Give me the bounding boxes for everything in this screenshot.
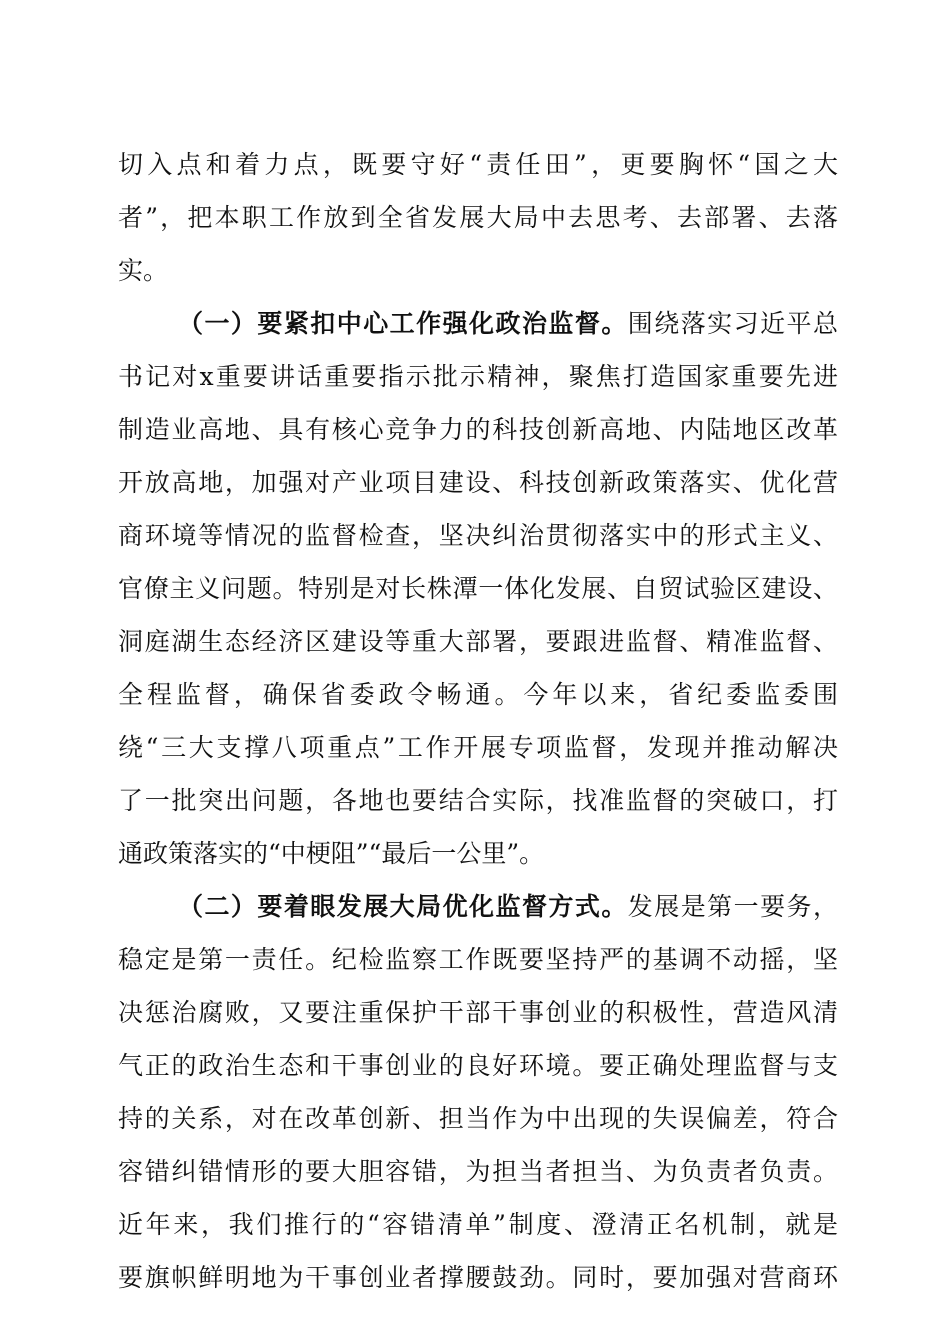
text-line: 了一批突出问题，各地也要结合实际，找准监督的突破口，打	[118, 786, 838, 815]
text-line: 切入点和着力点，既要守好“责任田”，更要胸怀“国之大	[118, 150, 838, 179]
text-line: 制造业高地、具有核心竞争力的科技创新高地、内陆地区改革	[118, 415, 838, 444]
text-line: 者”，把本职工作放到全省发展大局中去思考、去部署、去落	[118, 203, 838, 232]
text-line: 持的关系，对在改革创新、担当作为中出现的失误偏差，符合	[118, 1104, 838, 1133]
text-line: 通政策落实的“中梗阻”“最后一公里”。	[118, 839, 545, 868]
text-run: 发展是第一要务，	[627, 892, 838, 921]
section-heading: （一）要紧扣中心工作强化政治监督。	[178, 309, 628, 338]
text-line: 官僚主义问题。特别是对长株潭一体化发展、自贸试验区建设、	[118, 574, 838, 603]
text-line: 开放高地，加强对产业项目建设、科技创新政策落实、优化营	[118, 468, 838, 497]
text-line: 近年来，我们推行的“容错清单”制度、澄清正名机制，就是	[118, 1210, 838, 1239]
text-line: 要旗帜鲜明地为干事创业者撑腰鼓劲。同时，要加强对营商环	[118, 1263, 838, 1292]
text-line: 商环境等情况的监督检查，坚决纠治贯彻落实中的形式主义、	[118, 521, 838, 550]
text-line: 洞庭湖生态经济区建设等重大部署，要跟进监督、精准监督、	[118, 627, 838, 656]
text-line: 全程监督，确保省委政令畅通。今年以来，省纪委监委围	[118, 680, 838, 709]
section-heading: （二）要着眼发展大局优化监督方式。	[178, 892, 628, 921]
text-line: 决惩治腐败，又要注重保护干部干事创业的积极性，营造风清	[118, 998, 838, 1027]
document-body	[118, 138, 838, 1304]
text-line: 书记对x重要讲话重要指示批示精神，聚焦打造国家重要先进	[118, 362, 838, 391]
text-line: 实。	[118, 256, 169, 285]
text-run: 围绕落实习近平总	[627, 309, 838, 338]
text-line: 绕“三大支撑八项重点”工作开展专项监督，发现并推动解决	[118, 733, 838, 762]
section-first-line	[118, 880, 838, 933]
text-line: 容错纠错情形的要大胆容错，为担当者担当、为负责者负责。	[118, 1157, 838, 1186]
paragraph-section-two	[118, 880, 838, 1304]
text-line: 稳定是第一责任。纪检监察工作既要坚持严的基调不动摇，坚	[118, 945, 838, 974]
text-line: 气正的政治生态和干事创业的良好环境。要正确处理监督与支	[118, 1051, 838, 1080]
section-first-line	[118, 297, 838, 350]
paragraph-intro	[118, 138, 838, 297]
paragraph-section-one	[118, 297, 838, 880]
